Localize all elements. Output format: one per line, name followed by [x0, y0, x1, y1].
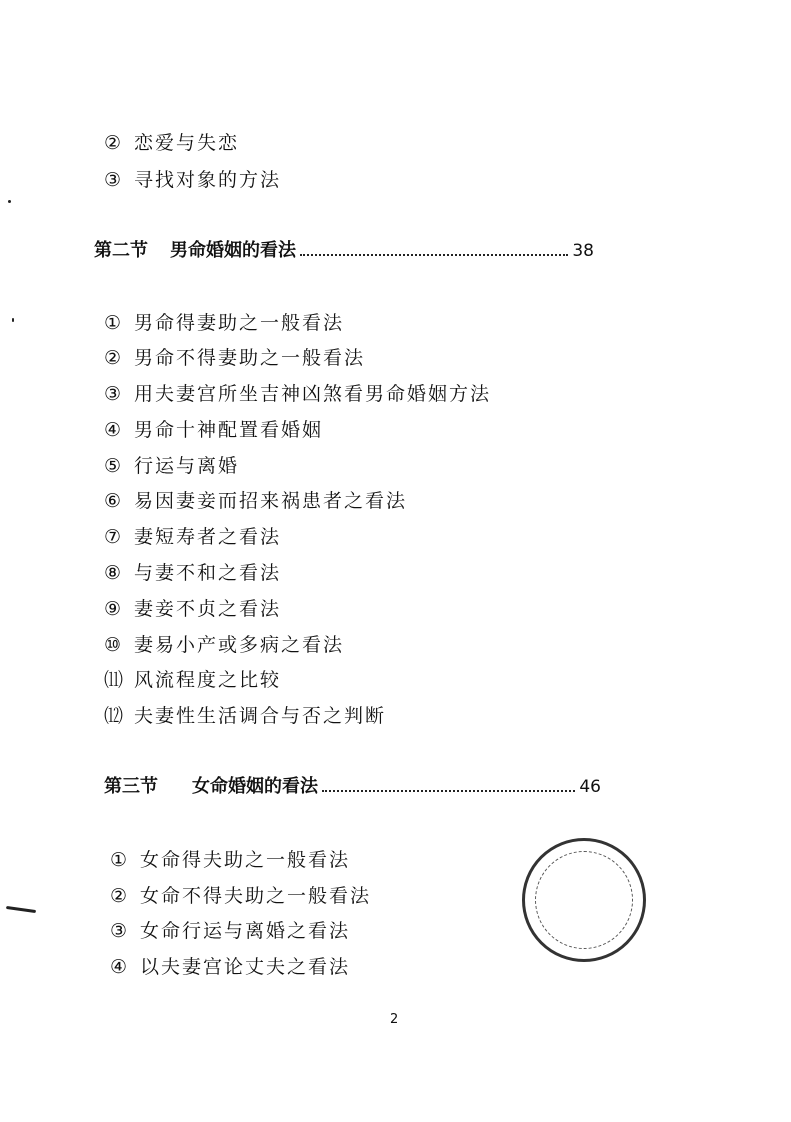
section-page-number: 38 [572, 241, 594, 261]
section-heading-2 [94, 236, 594, 262]
toc-item: ④ 男命十神配置看婚姻 [104, 419, 324, 441]
toc-item: ④ 以夫妻宫论丈夫之看法 [110, 956, 351, 978]
toc-item: ② 恋爱与失恋 [104, 132, 240, 154]
scan-smudge [12, 318, 14, 322]
section-heading-3 [104, 772, 601, 798]
toc-item: ⑾ 风流程度之比较 [104, 669, 282, 691]
toc-item: ③ 女命行运与离婚之看法 [110, 920, 351, 942]
scan-smudge [8, 200, 11, 203]
toc-item: ③ 用夫妻宫所坐吉神凶煞看男命婚姻方法 [104, 383, 492, 405]
toc-item: ① 女命得夫助之一般看法 [110, 849, 351, 871]
section-page-number: 46 [579, 777, 601, 797]
section-label: 第二节 [94, 240, 148, 261]
page-number: 2 [390, 1012, 399, 1027]
toc-item: ⑥ 易因妻妾而招来祸患者之看法 [104, 490, 408, 512]
toc-item: ⑿ 夫妻性生活调合与否之判断 [104, 705, 387, 727]
section-label: 第三节 [104, 776, 158, 797]
toc-item: ⑩ 妻易小产或多病之看法 [104, 634, 345, 656]
toc-item: ⑨ 妻妾不贞之看法 [104, 598, 282, 620]
toc-item: ② 男命不得妻助之一般看法 [104, 347, 366, 369]
toc-item: ⑦ 妻短寿者之看法 [104, 526, 282, 548]
leader-dots [300, 253, 568, 256]
library-stamp-seal [522, 838, 646, 962]
scan-smudge [6, 906, 36, 913]
section-title: 男命婚姻的看法 [170, 240, 296, 261]
toc-item: ③ 寻找对象的方法 [104, 169, 282, 191]
toc-item: ① 男命得妻助之一般看法 [104, 312, 345, 334]
leader-dots [322, 789, 575, 792]
toc-item: ② 女命不得夫助之一般看法 [110, 885, 372, 907]
toc-item: ⑧ 与妻不和之看法 [104, 562, 282, 584]
toc-item: ⑤ 行运与离婚 [104, 455, 240, 477]
section-title: 女命婚姻的看法 [192, 776, 318, 797]
